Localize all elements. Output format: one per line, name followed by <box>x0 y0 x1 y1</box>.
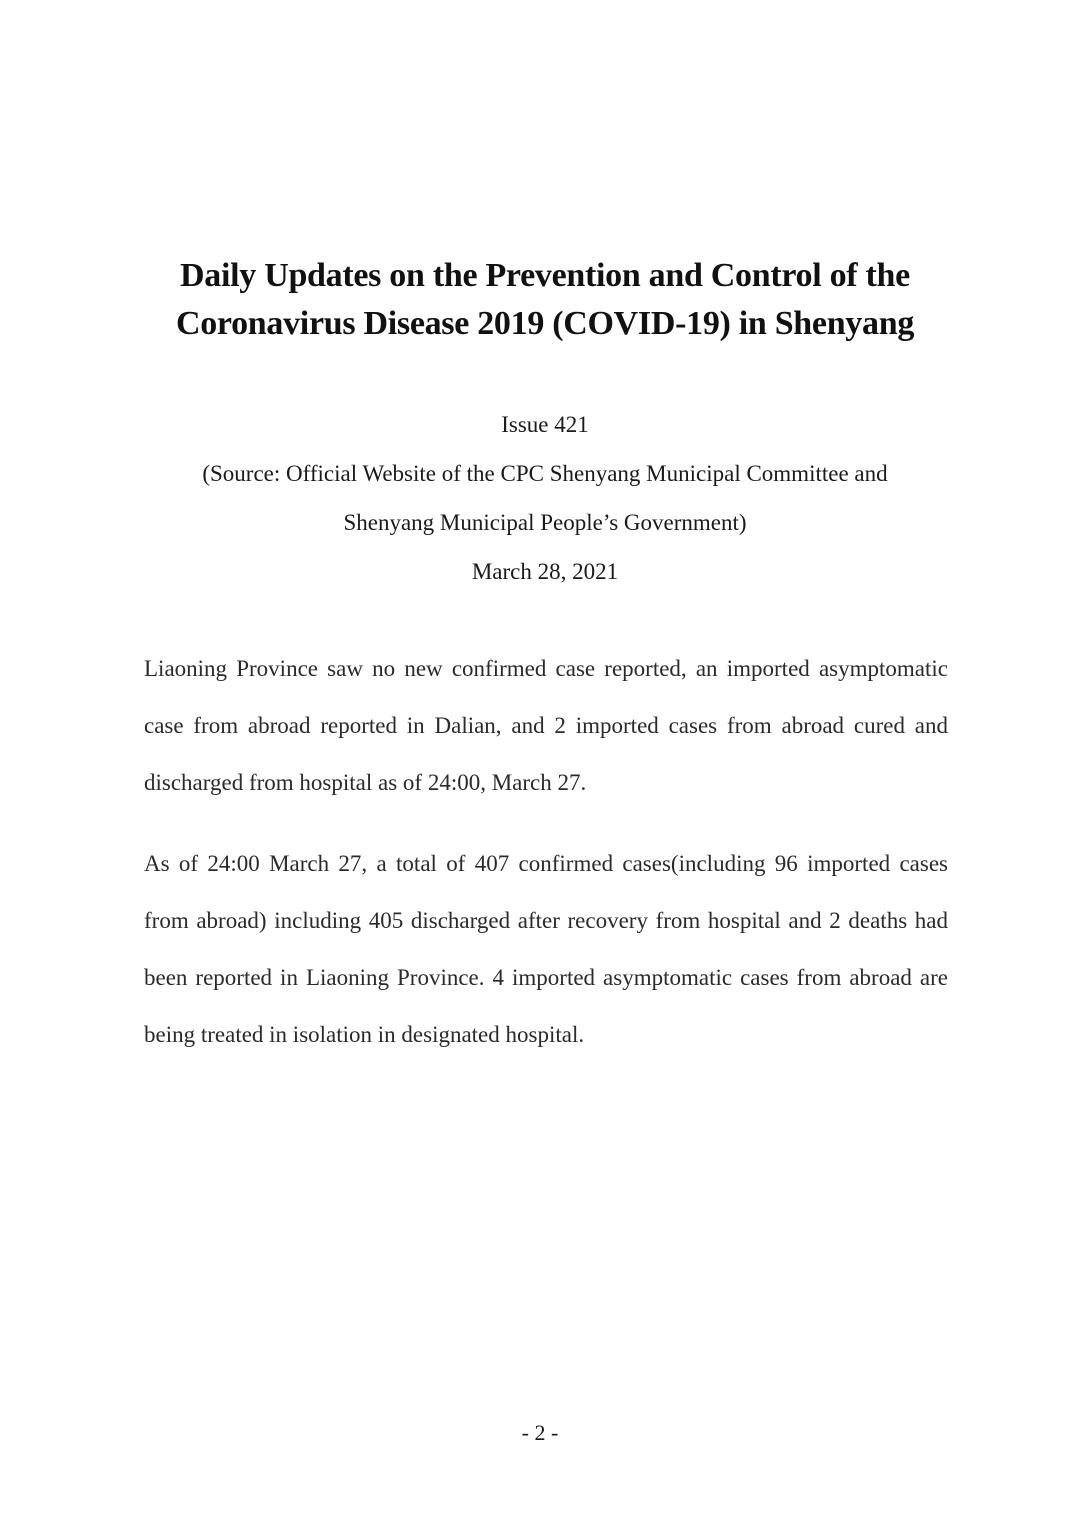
body-paragraph-1: Liaoning Province saw no new confirmed case reported, an imported asymptomatic case from abroad reported in Dalian, and 2 imported cases from abroad cured and discharged from hospital as of 24:00, March 27. <box>144 656 948 795</box>
source-line-2: Shenyang Municipal People’s Government) <box>343 510 747 535</box>
publication-date: March 28, 2021 <box>471 559 619 584</box>
document-title: Daily Updates on the Prevention and Control of the Coronavirus Disease 2019 (COVID-19) in Shenyang <box>175 257 915 342</box>
page-number: - 2 - <box>521 1420 559 1445</box>
source-line-1: (Source: Official Website of the CPC Shenyang Municipal Committee and <box>202 461 888 486</box>
body-paragraph-2: As of 24:00 March 27, a total of 407 confirmed cases(including 96 imported cases from abroad) including 405 discharged after recovery from hospital and 2 deaths had been reported in Liaoning Province. 4 imported asymptomatic cases from abroad are being treated in isolation in designated hospital. <box>144 851 948 1047</box>
issue-number: Issue 421 <box>501 412 589 437</box>
